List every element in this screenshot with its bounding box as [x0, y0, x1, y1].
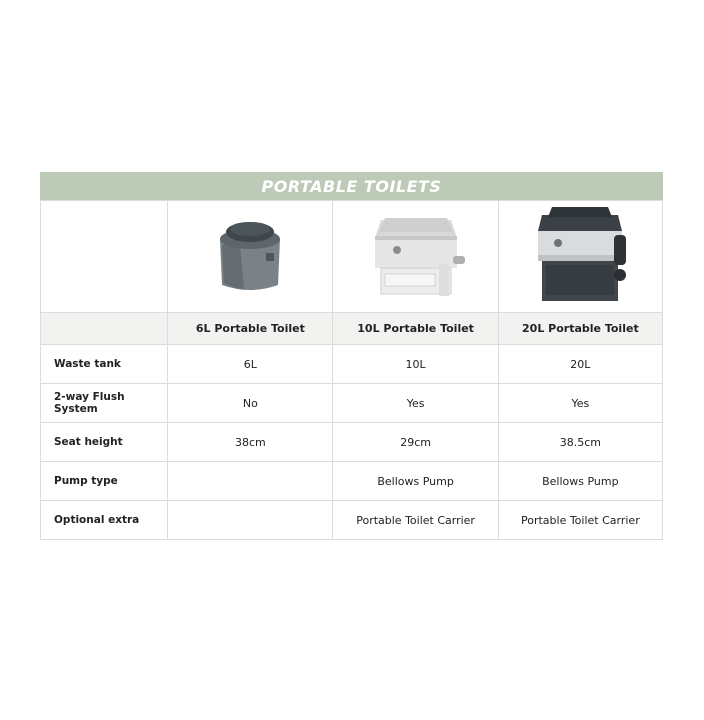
product-name: 6L Portable Toilet [168, 313, 333, 345]
table-cell: 38cm [168, 423, 333, 462]
table-row [41, 384, 663, 423]
empty-corner-cell [41, 201, 168, 313]
product-name: 10L Portable Toilet [333, 313, 498, 345]
product-name: 20L Portable Toilet [498, 313, 662, 345]
table-cell: 6L [168, 345, 333, 384]
table-cell [168, 462, 333, 501]
table-cell: Bellows Pump [333, 462, 498, 501]
row-label: Pump type [41, 462, 168, 501]
table-cell: No [168, 384, 333, 423]
table-cell: 10L [333, 345, 498, 384]
table-title: PORTABLE TOILETS [40, 172, 663, 200]
small-portable-toilet-icon [210, 215, 290, 299]
large-portable-toilet-icon [530, 205, 630, 309]
product-image-cell [168, 201, 333, 313]
product-image-cell [333, 201, 498, 313]
table-cell: Portable Toilet Carrier [333, 501, 498, 540]
table-row [41, 501, 663, 540]
table-row [41, 462, 663, 501]
comparison-grid [40, 200, 663, 540]
table-row [41, 423, 663, 462]
product-image-cell [498, 201, 662, 313]
medium-portable-toilet-icon [363, 212, 469, 302]
table-cell: 20L [498, 345, 662, 384]
table-cell: 29cm [333, 423, 498, 462]
table-cell: Yes [498, 384, 662, 423]
table-cell: Bellows Pump [498, 462, 662, 501]
comparison-table [40, 172, 663, 540]
row-label: 2-way Flush System [41, 384, 168, 423]
row-label: Optional extra [41, 501, 168, 540]
table-row [41, 345, 663, 384]
row-label: Seat height [41, 423, 168, 462]
empty-label-cell [41, 313, 168, 345]
table-cell: Portable Toilet Carrier [498, 501, 662, 540]
table-cell [168, 501, 333, 540]
image-row [41, 201, 663, 313]
table-cell: Yes [333, 384, 498, 423]
table-cell: 38.5cm [498, 423, 662, 462]
product-name-row [41, 313, 663, 345]
row-label: Waste tank [41, 345, 168, 384]
